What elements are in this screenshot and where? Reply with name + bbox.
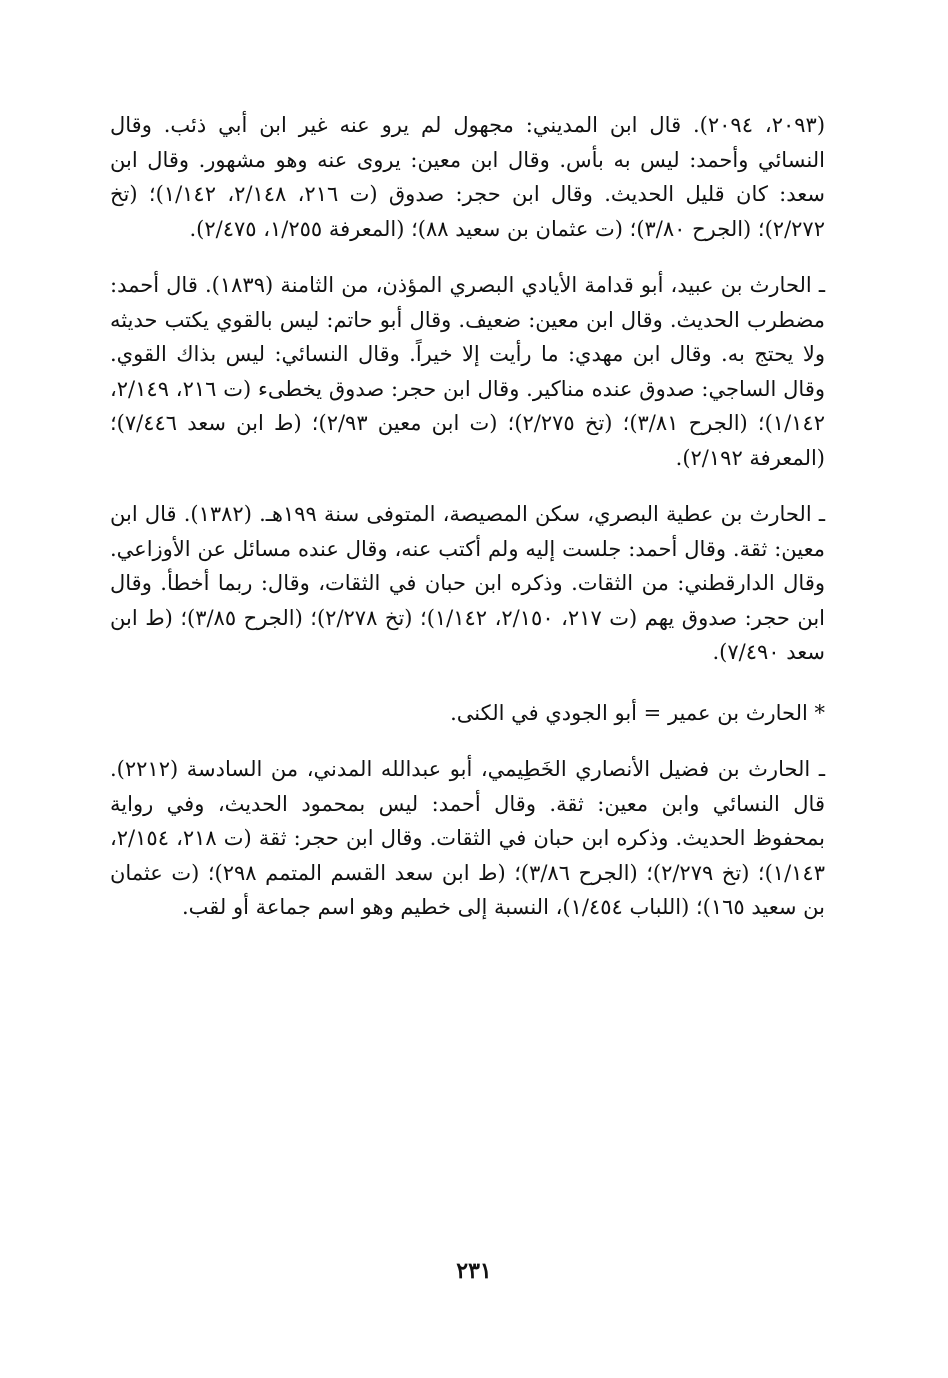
entry-harith-ibn-atiyya: ـ الحارث بن عطية البصري، سكن المصيصة، المتوفى سنة ١٩٩هـ. (١٣٨٢). قال ابن معين: ثقة. وقال أحمد: جلست إليه ولم أكتب عنه، وقال عنده مسائل عن الأوزاعي. وقال الدارقطني: من الثقات. وذكره ابن حبان في الثقات، وقال: ربما أخطأ. وقال ابن حجر: صدوق يهم (ت ٢١٧، ٢/١٥٠، ١/١٤٢)؛ (تخ ٢/٢٧٨)؛ (الجرح ٣/٨٥)؛ (ط ابن سعد ٧/٤٩٠).	[110, 502, 826, 664]
page-body	[110, 108, 825, 925]
entry-harith-continuation: (٢٠٩٣، ٢٠٩٤). قال ابن المديني: مجهول لم يرو عنه غير ابن أبي ذئب. وقال النسائي وأحمد: ليس به بأس. وقال ابن معين: يروى عنه وهو مشهور. وقال ابن سعد: كان قليل الحديث. وقال ابن حجر: صدوق (ت ٢١٦، ٢/١٤٨، ١/١٤٢)؛ (تخ ٢/٢٧٢)؛ (الجرح ٣/٨٠)؛ (ت عثمان بن سعيد ٨٨)؛ (المعرفة ١/٢٥٥، ٢/٤٧٥).	[110, 113, 826, 241]
entry-harith-ibn-umayr: * الحارث بن عمير = أبو الجودي في الكنى.	[450, 700, 825, 725]
entry-harith-ibn-ubayd: ـ الحارث بن عبيد، أبو قدامة الأيادي البصري المؤذن، من الثامنة (١٨٣٩). قال أحمد: مضطرب الحديث. وقال ابن معين: ضعيف. وقال أبو حاتم: ليس بالقوي يكتب حديثه ولا يحتج به. وقال ابن مهدي: ما رأيت إلا خيراً. وقال النسائي: ليس بذاك القوي. وقال الساجي: صدوق عنده مناكير. وقال ابن حجر: صدوق يخطىء (ت ٢١٦، ٢/١٤٩، ١/١٤٢)؛ (الجرح ٣/٨١)؛ (تخ ٢/٢٧٥)؛ (ت ابن معين ٢/٩٣)؛ (ط ابن سعد ٧/٤٤٦)؛ (المعرفة ٢/١٩٢).	[110, 273, 826, 470]
page-number: ٢٣١	[456, 1258, 492, 1284]
entry-harith-ibn-fudayl: ـ الحارث بن فضيل الأنصاري الخَطِيمي، أبو عبدالله المدني، من السادسة (٢٢١٢). قال النسائي وابن معين: ثقة. وقال أحمد: ليس بمحمود الحديث، وفي رواية بمحفوظ الحديث. وذكره ابن حبان في الثقات. وقال ابن حجر: ثقة (ت ٢١٨، ٢/١٥٤، ١/١٤٣)؛ (تخ ٢/٢٧٩)؛ (الجرح ٣/٨٦)؛ (ط ابن سعد القسم المتمم ٢٩٨)؛ (ت عثمان بن سعيد ١٦٥)؛ (اللباب ١/٤٥٤)، النسبة إلى خطيم وهو اسم جماعة أو لقب.	[110, 757, 826, 919]
